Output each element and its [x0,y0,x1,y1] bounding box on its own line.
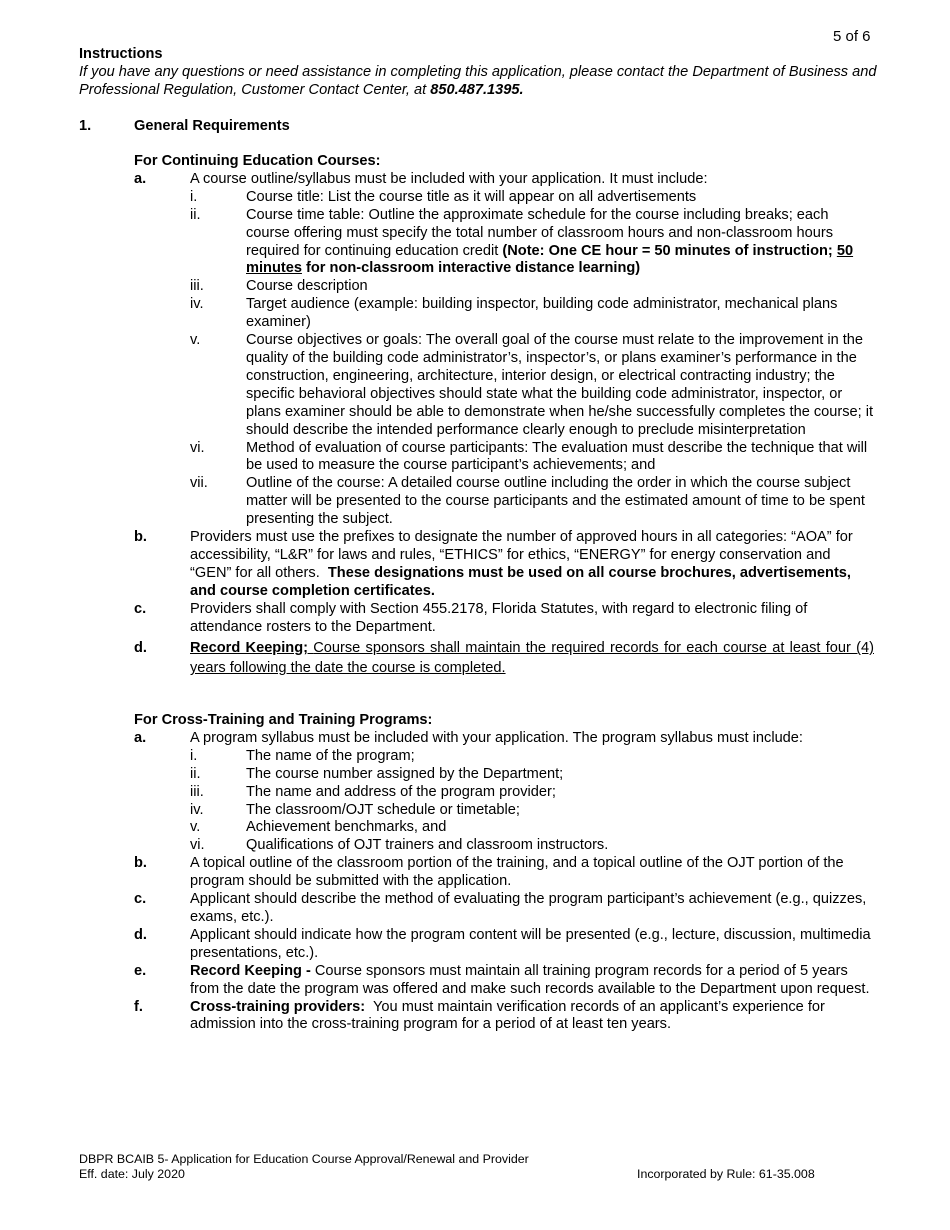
contact-phone: 850.487.1395. [430,81,524,98]
ce-item-b [134,529,874,601]
ce-d-bold-text: Record Keeping; [190,640,308,657]
note-underlined: 50 minutes [246,242,854,277]
ct-e-bold-text: Record Keeping - [190,962,311,979]
ct-e-text: Course sponsors must maintain all training program records for a period of 5 years from the date the program was offered and make such records available to the Department upon request. [190,962,870,997]
sub-text: Qualifications of OJT trainers and classroom instructors. [246,837,609,854]
ct-item-c [134,891,874,927]
ct-heading: For Cross-Training and Training Programs: [134,712,433,728]
ct-f-bold-text: Cross-training providers: [190,998,366,1015]
note-part: (Note: One CE hour = 50 minutes of instruction; [502,242,833,259]
ce-a-sub-item [134,475,874,529]
section-title: General Requirements [134,118,290,134]
ct-f-label: f. [134,998,143,1015]
page-footer [79,1152,879,1181]
ce-section [134,153,874,678]
ct-b-label: b. [134,855,147,872]
ct-a-sub-item [134,784,874,802]
sub-label: v. [190,332,201,349]
ce-c-label: c. [134,600,147,617]
ce-a-sub-item [134,296,874,332]
ce-heading: For Continuing Education Courses: [134,153,381,169]
ce-b-label: b. [134,529,147,546]
sub-text: The course number assigned by the Department; [246,765,564,782]
footer-form-title: DBPR BCAIB 5- Application for Education Course Approval/Renewal and Provider [79,1152,529,1166]
sub-label: vi. [190,439,205,456]
sub-text: Course title: List the course title as it will appear on all advertisements [246,188,697,205]
ce-a-sub-item [134,207,874,279]
ce-a-sub-item [134,332,874,439]
section-number: 1. [79,118,92,134]
sub-label: v. [190,819,201,836]
ce-d-text: Course sponsors shall maintain the required records for each course at least four (4) years following the date the course is completed. [190,640,874,677]
ct-d-label: d. [134,926,147,943]
sub-label: ii. [190,206,201,223]
sub-text: Achievement benchmarks, and [246,819,447,836]
footer-rule: Incorporated by Rule: 61-35.008 [637,1166,815,1181]
sub-label: iv. [190,801,204,818]
ct-b-text: A topical outline of the classroom portion of the training, and a topical outline of the OJT portion of the program should be submitted with the application. [190,855,844,890]
sub-label: iv. [190,296,204,313]
sub-label: i. [190,188,198,205]
ce-b-text: Providers must use the prefixes to designate the number of approved hours in all categories: “AOA” for accessibility, “L&R” for laws and rules, “ETHICS” for ethics, “ENERGY” for energy conservation and “GEN” for all others. [190,529,853,581]
sub-label: iii. [190,783,204,800]
ct-c-text: Applicant should describe the method of evaluating the program participant’s achievement (e.g., quizzes, exams, etc.). [190,891,867,925]
sub-text: Outline of the course: A detailed course outline including the order in which the course subject matter will be presented to the course participants and the estimated amount of time to be spent presenting the subject. [246,475,865,528]
sub-text: The classroom/OJT schedule or timetable; [246,801,520,818]
sub-text: Course objectives or goals: The overall goal of the course must relate to the improvement in the quality of the building code administrator’s, inspector’s, or plans examiner’s performance in the construction, engineering, architecture, interior design, or electrical contracting industry; the specific behavioral objectives should state what the building code administrator, inspector, or plans examiner should be able to demonstrate when he/she successfully completes the course; it should describe the intended performance clearly enough to preclude misinterpretation [246,332,874,438]
page-number: 5 of 6 [833,28,871,45]
ct-item-d [134,927,874,963]
ct-a-sub-item [134,819,874,837]
sub-label: i. [190,747,198,764]
ce-a-sub-item [134,189,874,207]
ct-a-sub-item [134,837,874,855]
sub-label: vii. [190,475,208,492]
ce-item-d [134,638,874,678]
ct-item-b [134,855,874,891]
sub-label: vi. [190,837,205,854]
ct-item-e [134,963,874,999]
ce-a-sub-item [134,278,874,296]
ce-a-text: A course outline/syllabus must be included with your application. It must include: [190,170,708,187]
ct-section [134,712,874,1034]
ct-f-text: You must maintain verification records of an applicant’s experience for admission into the cross-training program for a period of at least ten years. [190,998,825,1033]
ce-item-c [134,601,874,637]
ct-e-label: e. [134,962,147,979]
ce-d-content [190,640,874,676]
sub-label: iii. [190,278,204,295]
ct-a-sub-item [134,748,874,766]
note-part: for non-classroom interactive distance learning) [306,260,641,277]
footer-eff-date: Eff. date: July 2020 [79,1166,185,1181]
ct-a-label: a. [134,729,147,746]
section-heading [79,118,290,136]
sub-label: ii. [190,765,201,782]
instructions-block [79,46,879,100]
ce-c-text: Providers shall comply with Section 455.2178, Florida Statutes, with regard to electronic filing of attendance rosters to the Department. [190,600,808,635]
ct-a-text: A program syllabus must be included with your application. The program syllabus must include: [190,729,803,746]
ce-a-sub-item [134,440,874,476]
ct-a-sub-item [134,802,874,820]
ct-c-label: c. [134,891,147,908]
sub-text: Target audience (example: building inspector, building code administrator, mechanical plans examiner) [246,296,838,331]
instructions-heading: Instructions [79,46,163,62]
ce-b-bold-text: These designations must be used on all course brochures, advertisements, and course completion certificates. [190,564,851,599]
ce-item-a [134,171,874,189]
instructions-intro [79,64,879,100]
sub-text: Course description [246,278,368,295]
ct-item-f [134,999,874,1035]
ct-item-a [134,730,874,748]
ct-a-sub-item [134,766,874,784]
sub-text: The name and address of the program provider; [246,783,556,800]
ce-d-label: d. [134,640,147,657]
intro-text: If you have any questions or need assistance in completing this application, please contact the Department of Business and Professional Regulation, Customer Contact Center, at [79,63,877,98]
sub-text: Method of evaluation of course participants: The evaluation must describe the technique that will be used to measure the course participant’s achievements; and [246,439,868,474]
ct-d-text: Applicant should indicate how the program content will be presented (e.g., lecture, discussion, multimedia presentations, etc.). [190,926,871,961]
ce-a-label: a. [134,170,147,187]
sub-text: Course time table: Outline the approximate schedule for the course including breaks; each course offering must specify the total number of classroom hours and non-classroom hours required for continuing education credit [246,206,834,259]
sub-text: The name of the program; [246,747,415,764]
